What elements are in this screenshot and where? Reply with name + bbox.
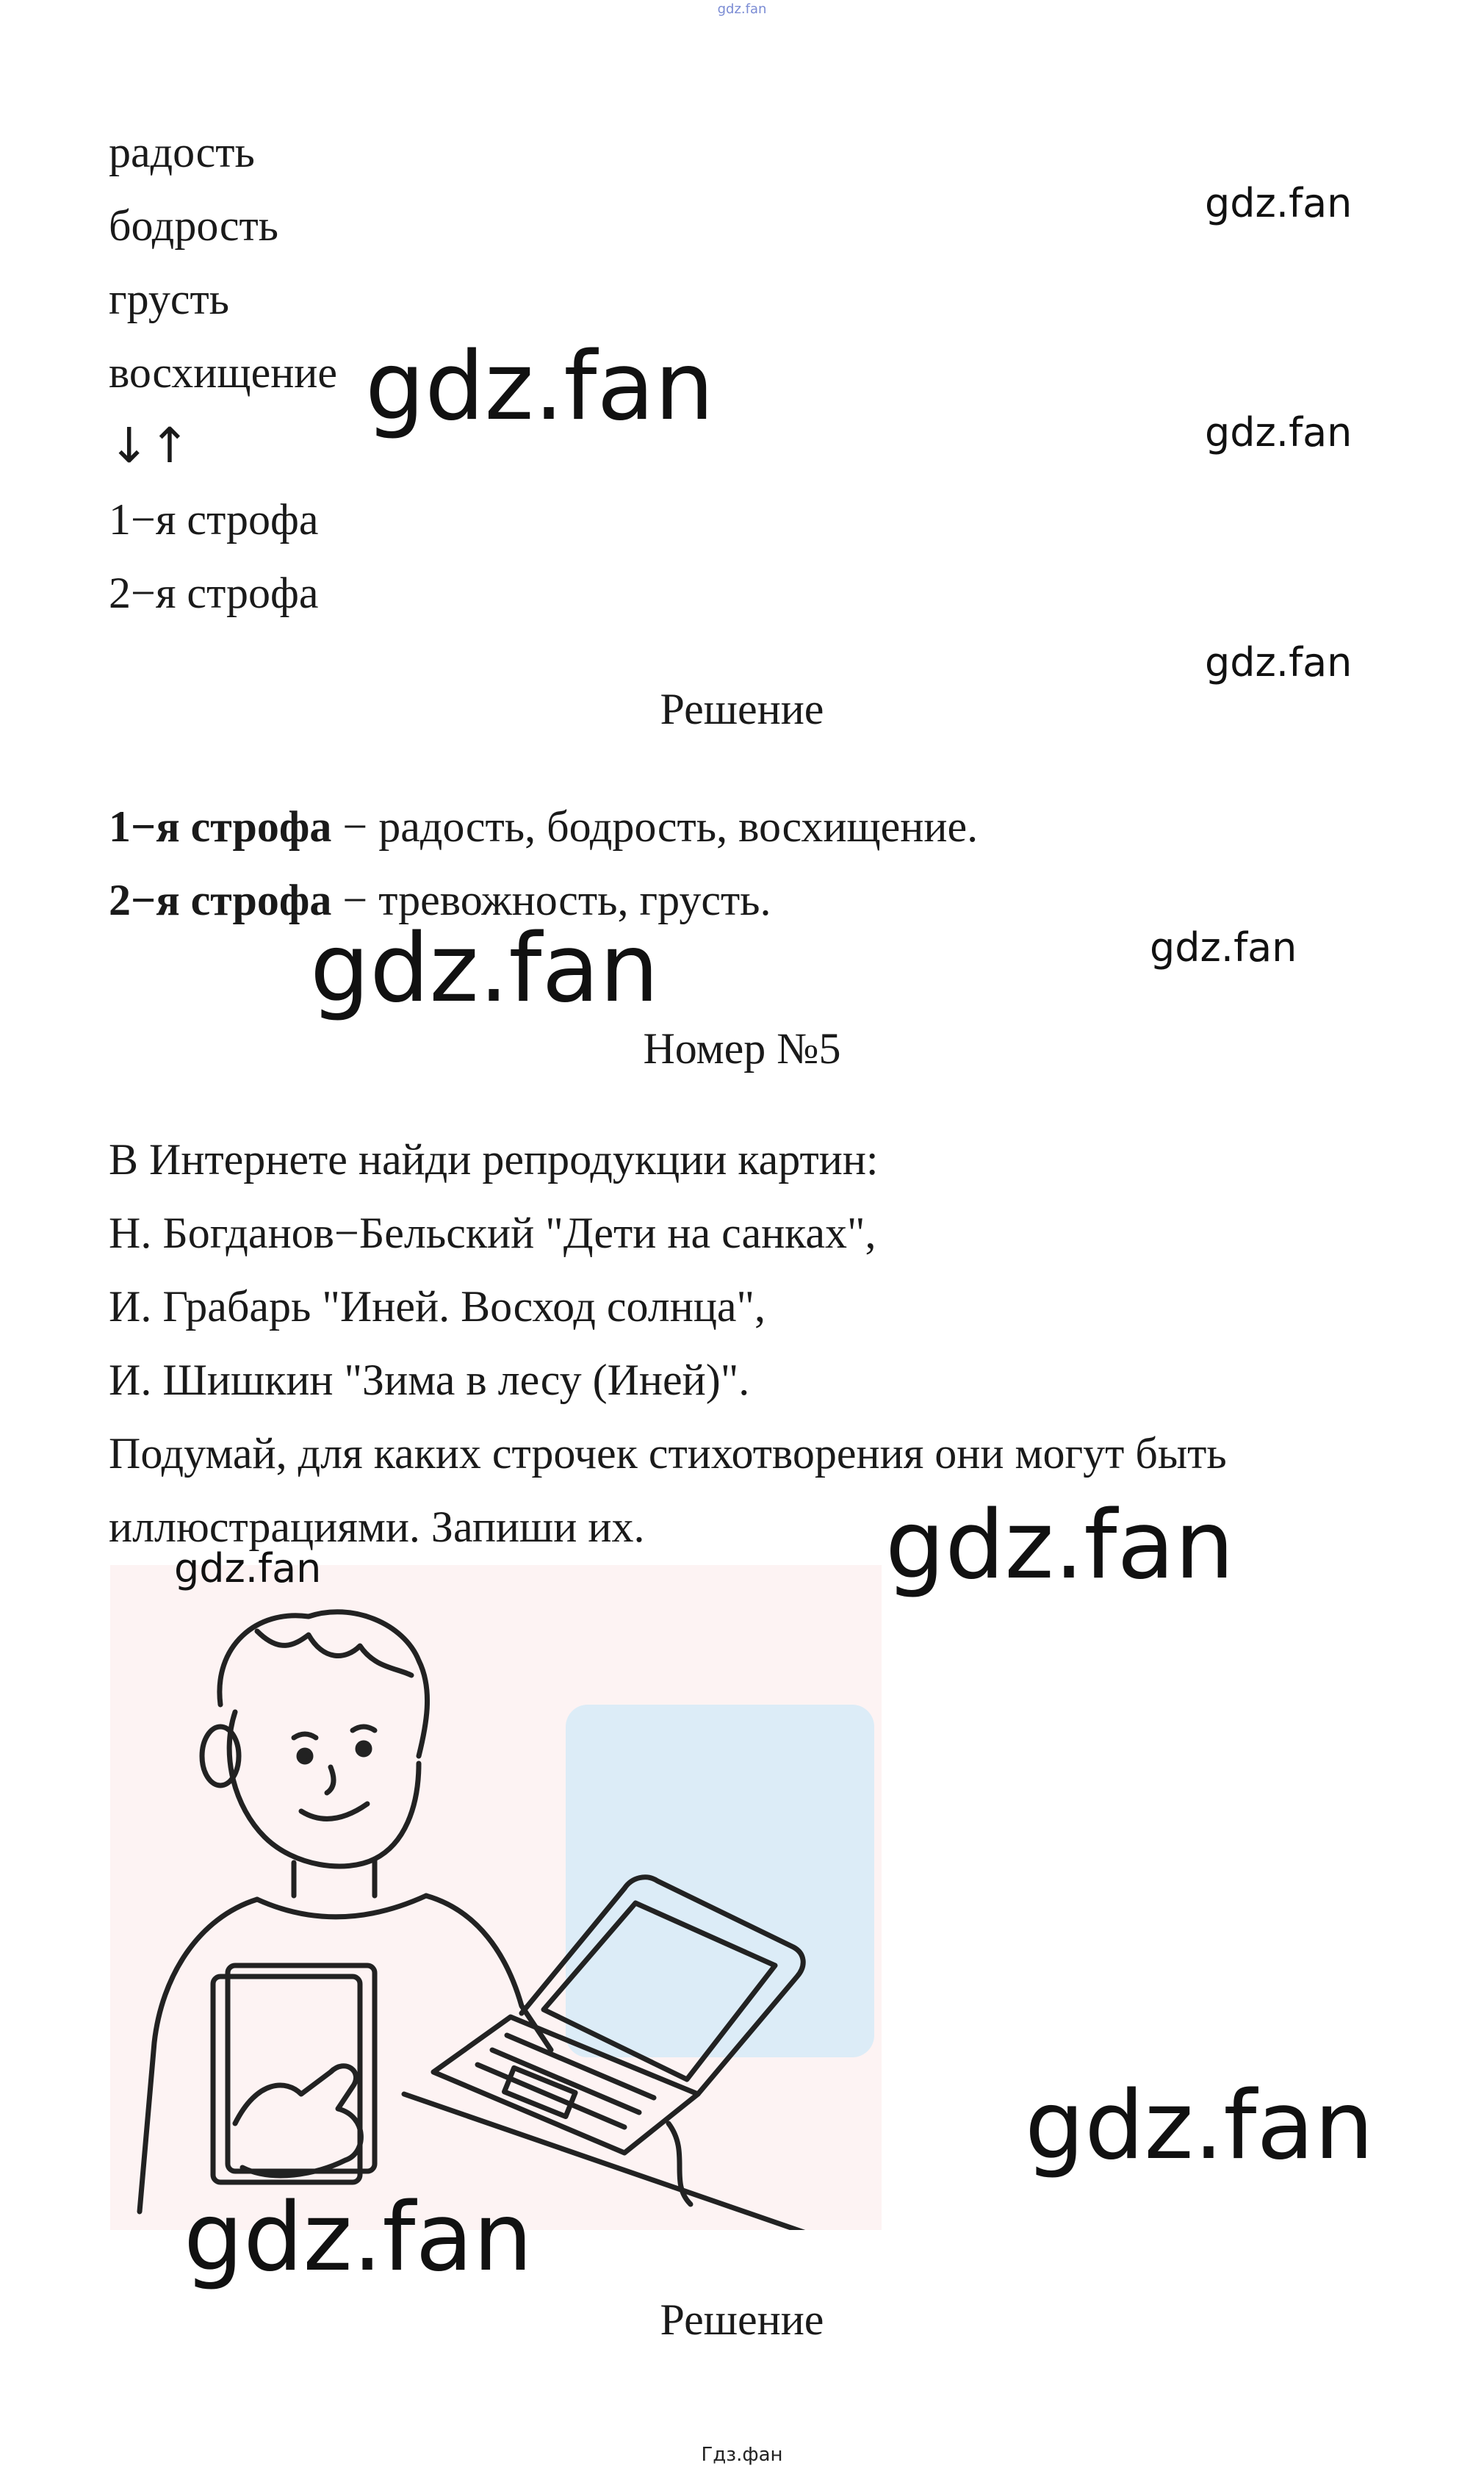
feeling-3: грусть bbox=[109, 275, 230, 323]
bottom-watermark: Гдз.фан bbox=[701, 2444, 783, 2466]
feeling-2: бодрость bbox=[109, 201, 279, 250]
answer-label-1: 1−я строфа bbox=[109, 802, 332, 851]
stanza-1: 1−я строфа bbox=[109, 495, 319, 544]
watermark-10: gdz.fan bbox=[184, 2183, 533, 2292]
task-heading: Номер №5 bbox=[643, 1024, 841, 1073]
boy-with-laptop-illustration bbox=[110, 1565, 882, 2230]
arrows-icon: ↓↑ bbox=[109, 417, 190, 474]
solution-heading-2: Решение bbox=[660, 2295, 824, 2344]
watermark-4: gdz.fan bbox=[1205, 639, 1352, 686]
watermark-5: gdz.fan bbox=[310, 914, 659, 1024]
watermark-6: gdz.fan bbox=[1150, 924, 1297, 971]
task-line-5: Подумай, для каких строчек стихотворения они могут быть bbox=[109, 1429, 1227, 1478]
solution-heading: Решение bbox=[660, 685, 824, 733]
answer-text-1: − радость, бодрость, восхищение. bbox=[331, 802, 979, 851]
stanza-2: 2−я строфа bbox=[109, 569, 319, 617]
answer-line-1 bbox=[109, 802, 979, 851]
task-line-4: И. Шишкин "Зима в лесу (Иней)". bbox=[109, 1356, 750, 1404]
task-line-2: Н. Богданов−Бельский "Дети на санках", bbox=[109, 1209, 876, 1257]
watermark-3: gdz.fan bbox=[1205, 409, 1352, 456]
watermark-8: gdz.fan bbox=[174, 1545, 322, 1591]
feeling-4: восхищение bbox=[109, 348, 338, 397]
top-watermark: gdz.fan bbox=[717, 1, 767, 17]
watermark-1: gdz.fan bbox=[1205, 180, 1352, 226]
watermark-7: gdz.fan bbox=[885, 1491, 1234, 1600]
task-line-3: И. Грабарь "Иней. Восход солнца", bbox=[109, 1282, 766, 1331]
watermark-9: gdz.fan bbox=[1025, 2071, 1374, 2181]
task-line-1: В Интернете найди репродукции картин: bbox=[109, 1135, 879, 1184]
task-line-6: иллюстрациями. Запиши их. bbox=[109, 1503, 645, 1551]
feeling-1: радость bbox=[109, 128, 255, 176]
answer-label-2: 2−я строфа bbox=[109, 876, 332, 924]
answer-text-2: − тревожность, грусть. bbox=[331, 876, 771, 924]
watermark-2: gdz.fan bbox=[365, 332, 714, 442]
